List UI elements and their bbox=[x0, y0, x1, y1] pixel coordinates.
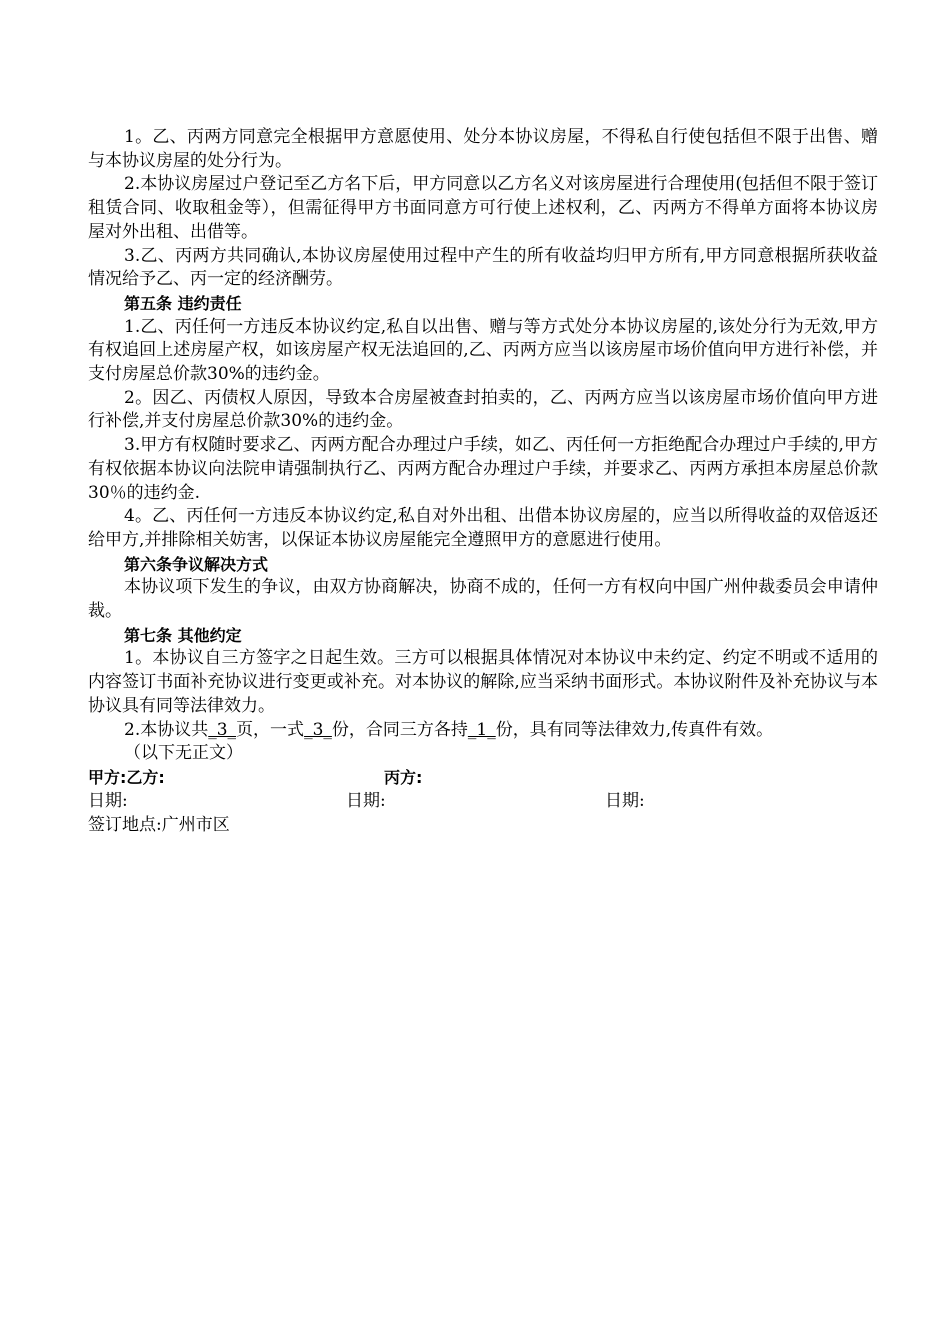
copy-count: _3_ bbox=[304, 719, 332, 740]
section-6-heading: 第六条争议解决方式 bbox=[124, 554, 269, 574]
copies-prefix: 2.本协议共 bbox=[124, 719, 209, 740]
section-5-heading: 第五条 违约责任 bbox=[124, 293, 242, 313]
clause-4-item-1: 1。乙、丙两方同意完全根据甲方意愿使用、处分本协议房屋，不得私自行使包括但不限于出售、赠与本协议房屋的处分行为。 bbox=[88, 127, 878, 171]
section-7-item-2 bbox=[88, 719, 878, 743]
section-5-item-4: 4。乙、丙任何一方违反本协议约定,私自对外出租、出借本协议房屋的，应当以所得收益的双倍返还给甲方,并排除相关妨害，以保证本协议房屋能完全遵照甲方的意愿进行使用。 bbox=[88, 506, 878, 550]
section-5-item-2: 2。因乙、丙债权人原因，导致本合房屋被查封拍卖的，乙、丙两方应当以该房屋市场价值向甲方进行补偿,并支付房屋总价款30%的违约金。 bbox=[88, 387, 878, 432]
signature-dates-row bbox=[88, 790, 878, 814]
party-c-label: 丙方: bbox=[384, 767, 423, 787]
signature-parties-row bbox=[88, 766, 878, 790]
signing-location: 签订地点:广州市区 bbox=[88, 814, 230, 835]
section-5-item-3: 3.甲方有权随时要求乙、丙两方配合办理过户手续，如乙、丙任何一方拒绝配合办理过户手续的,甲方有权依据本协议向法院申请强制执行乙、丙两方配合办理过户手续，并要求乙、丙两方承担本房屋总价款30％的违约金. bbox=[88, 435, 878, 503]
contract-body bbox=[88, 126, 878, 838]
copies-mid-1: 页，一式 bbox=[236, 719, 305, 740]
page-count: _3_ bbox=[208, 719, 237, 740]
section-5-item-1: 1.乙、丙任何一方违反本协议约定,私自以出售、赠与等方式处分本协议房屋的,该处分行为无效,甲方有权追回上述房屋产权，如该房屋产权无法追回的,乙、丙两方应当以该房屋市场价值向甲方进行补偿，并支付房屋总价款30%的违约金。 bbox=[88, 316, 878, 385]
party-a-b-label: 甲方:乙方: bbox=[88, 767, 165, 787]
date-label-3: 日期: bbox=[605, 790, 645, 811]
copies-mid-2: 份，合同三方各持 bbox=[331, 719, 468, 740]
date-label-2: 日期: bbox=[346, 790, 386, 811]
clause-4-item-3: 3.乙、丙两方共同确认,本协议房屋使用过程中产生的所有收益均归甲方所有,甲方同意根据所获收益情况给予乙、丙一定的经济酬劳。 bbox=[88, 245, 878, 290]
copies-suffix: 份，具有同等法律效力,传真件有效。 bbox=[495, 719, 774, 740]
section-7-item-1: 1。本协议自三方签字之日起生效。三方可以根据具体情况对本协议中未约定、约定不明或不适用的内容签订书面补充协议进行变更或补充。对本协议的解除,应当采纳书面形式。本协议附件及补充协议与本协议具有同等法律效力。 bbox=[88, 648, 878, 716]
date-label-1: 日期: bbox=[88, 790, 128, 811]
section-7-heading: 第七条 其他约定 bbox=[124, 625, 242, 645]
end-of-text-note: （以下无正文） bbox=[124, 743, 243, 764]
section-6-item-1: 本协议项下发生的争议，由双方协商解决，协商不成的，任何一方有权向中国广州仲裁委员会申请仲裁。 bbox=[88, 577, 878, 622]
each-holds-count: _1_ bbox=[467, 719, 496, 740]
clause-4-item-2: 2.本协议房屋过户登记至乙方名下后，甲方同意以乙方名义对该房屋进行合理使用(包括但不限于签订租赁合同、收取租金等），但需征得甲方书面同意方可行使上述权利，乙、丙两方不得单方面将本协议房屋对外出租、出借等。 bbox=[88, 174, 878, 242]
